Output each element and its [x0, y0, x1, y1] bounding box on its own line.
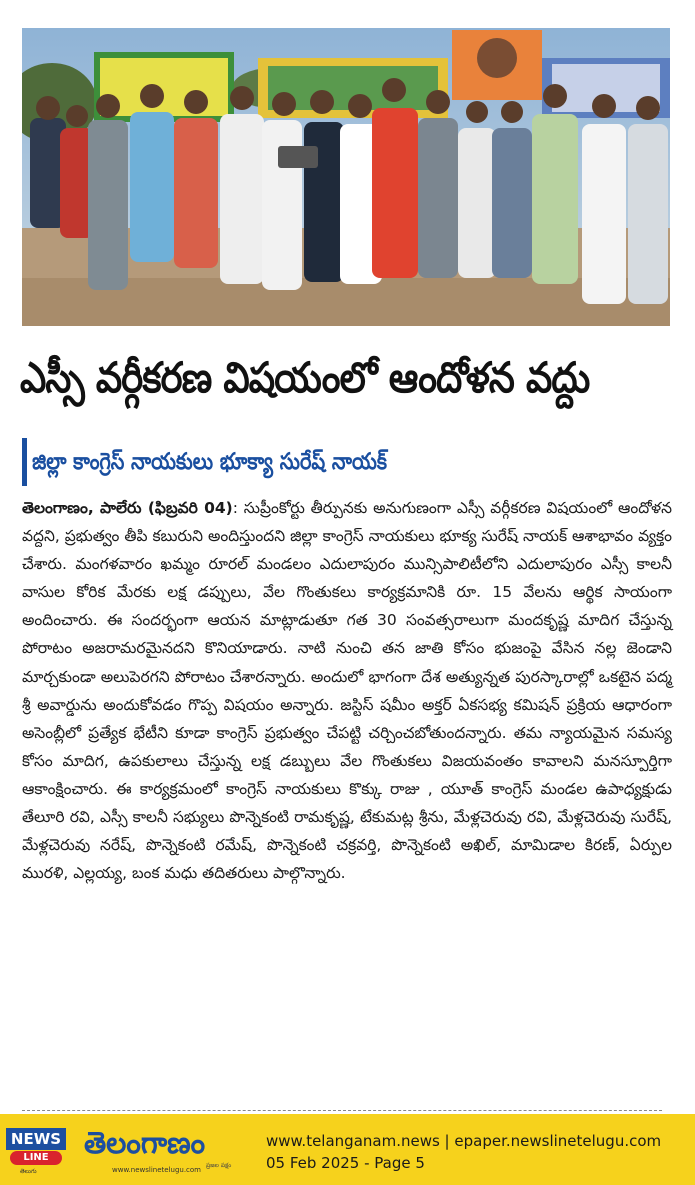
article-text: : సుప్రీంకోర్టు తీర్పునకు అనుగుణంగా ఎస్సీ వర్గీకరణ విషయంలో ఆందోళన వద్దని, ప్రభుత్వం తీపి కబురుని అందిస్తుందని జిల్లా కాంగ్రెస్ నాయకులు భూక్య సురేష్ నాయక్ ఆశాభావం వ్యక్తం చేశారు. మంగళవారం ఖమ్మం రూరల్ మండలం ఎదులాపురం మున్సిపాలిటీలోని ఎదులాపురం ఎస్సీ కాలనీ వాసుల కోరిక మేరకు లక్ష డప్పులు, వేల గొంతుకలు కార్యక్రమానికి రూ. 15 వేలను ఆర్థిక సాయంగా అందించారు. ఈ సందర్భంగా ఆయన మాట్లాడుతూ గత 30 సంవత్సరాలుగా మందకృష్ణ మాదిగ చేస్తున్న పోరాటం అజరామరమైనదని కొనియాడారు. నాటి నుంచి తన జాతి కోసం భుజంపై వేసిన నల్ల జెండాని మార్చకుండా అలుపెరగని పోరాటం చేశారన్నారు. అందులో భాగంగా దేశ అత్యున్నత పురస్కారాల్లో ఒకటైన పద్మ శ్రీ అవార్డును అందుకోవడం గొప్ప విషయం అన్నారు. జస్టిస్ షమీం అక్తర్ ఏకసభ్య కమిషన్ ప్రక్రియ ఆధారంగా అసెంబ్లీలో ప్రత్యేక భేటీని కూడా కాంగ్రెస్ ప్రభుత్వం చేపట్టి చర్చించబోతుందన్నారు. తమ న్యాయమైన సమస్య కోసం మాదిగ, ఉపకులాలు చేస్తున్న లక్ష డబ్బులు వేల గొంతుకలు విజయవంతం కావాలని మనస్పూర్తిగా ఆకాంక్షించారు. ఈ కార్యక్రమంలో కాంగ్రెస్ నాయకులు కొక్కు రాజు , యూత్ కాంగ్రెస్ మండల ఉపాధ్యక్షుడు తేలూరి రవి, ఎస్సీ కాలనీ సభ్యులు పొన్నెకంటి రామకృష్ణ, టేకుమట్ల శ్రీను, మేళ్లచెరువు రవి, మేళ్లచెరువు సురేష్, మేళ్లచెరువు నరేష్, పొన్నెకంటి రమేష్, పొన్నెకంటి చక్రవర్తి, పొన్నెకంటి అఖిల్, మామిడాల కిరణ్, ఏర్పుల మురళి, ఎల్లయ్య, బంక మధు తదితరులు పాల్గొన్నారు.: [22, 499, 672, 883]
page-footer: [0, 1114, 695, 1185]
logo-small-text: తెలుగు: [20, 1168, 37, 1175]
newsline-logo: [6, 1128, 66, 1175]
brand-url: www.newslinetelugu.com: [112, 1166, 201, 1174]
headline: ఎస్సీ వర్గీకరణ విషయంలో ఆందోళన వద్దు: [20, 353, 590, 402]
brand-tagline: ప్రజల పక్షం: [206, 1162, 232, 1169]
article-body: [22, 494, 672, 887]
subheadline: [22, 436, 387, 488]
footer-date-page: 05 Feb 2025 - Page 5: [266, 1154, 425, 1172]
logo-news-text: NEWS: [6, 1128, 66, 1150]
subheadline-text: జిల్లా కాంగ్రెస్ నాయకులు భూక్యా సురేష్ నాయక్: [32, 449, 387, 475]
logo-line-text: LINE: [10, 1151, 62, 1165]
article-photo: [22, 28, 670, 326]
footer-links[interactable]: www.telanganam.news | epaper.newslinetelugu.com: [266, 1132, 662, 1150]
footer-divider: [22, 1110, 662, 1111]
brand-title: తెలంగాణం: [84, 1126, 206, 1161]
article-dateline: తెలంగాణం, పాలేరు (ఫిబ్రవరి 04): [22, 499, 233, 517]
